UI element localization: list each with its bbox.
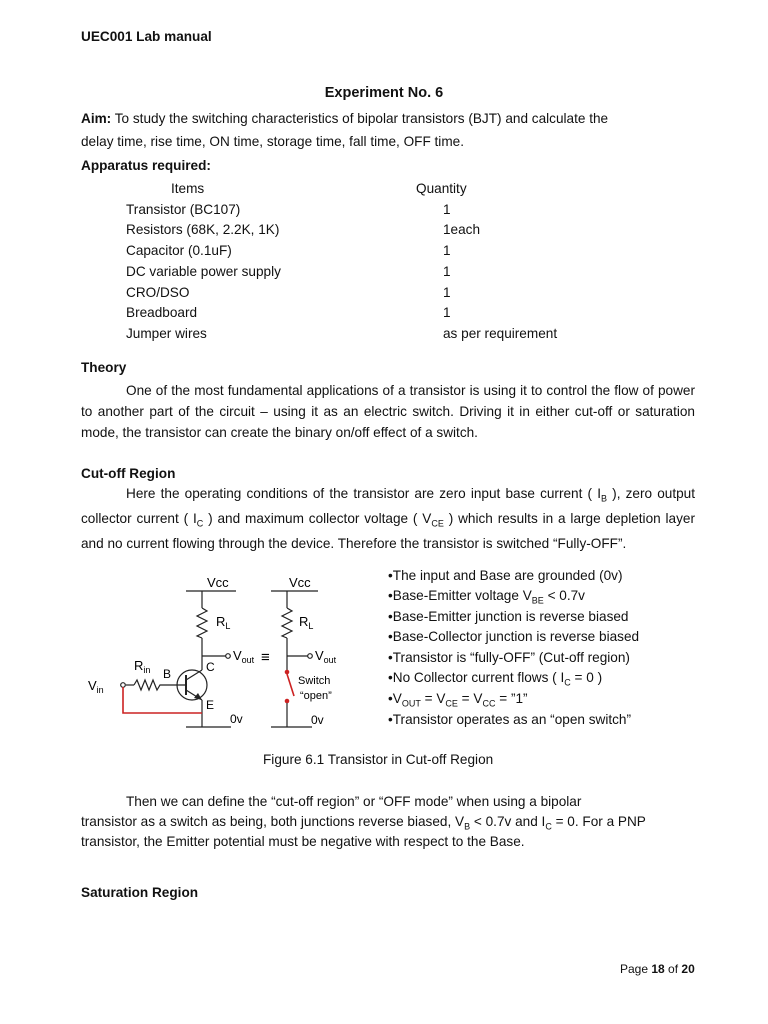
apparatus-item: Resistors (68K, 2.2K, 1K) xyxy=(126,222,280,237)
cutoff-definition-line-3: transistor, the Emitter potential must be negative with respect to the Base. xyxy=(81,834,525,849)
cutoff-bullet: •The input and Base are grounded (0v) xyxy=(388,568,623,583)
experiment-title: Experiment No. 6 xyxy=(324,85,444,101)
rin-label: $R_{in}$ xyxy=(134,658,151,675)
ground-label: 0v xyxy=(230,712,243,726)
apparatus-qty: as per requirement xyxy=(443,326,558,341)
cutoff-bullet: •Base-Emitter junction is reverse biased xyxy=(388,609,629,624)
open-switch xyxy=(287,674,294,696)
page-number: Page 18 of 20 xyxy=(620,962,695,976)
vcc-label: Vcc xyxy=(207,575,229,590)
figure-caption: Figure 6.1 Transistor in Cut-off Region xyxy=(263,752,494,767)
apparatus-qty: 1 xyxy=(443,202,451,217)
apparatus-item: Jumper wires xyxy=(126,326,207,341)
cutoff-bullet: •Transistor is “fully-OFF” (Cut-off region) xyxy=(388,650,630,665)
aim-label: Aim: xyxy=(81,111,112,126)
aim-line-1: Aim: To study the switching characteristics of bipolar transistors (BJT) and calculate the xyxy=(81,111,609,126)
cutoff-bullet: $•V_{OUT} = V_{CE} = V_{CC}$ = ”1” xyxy=(388,691,528,709)
collector-label: C xyxy=(206,660,215,674)
equivalence-sign: ≡ xyxy=(261,649,270,666)
apparatus-qty: 1 xyxy=(443,305,451,320)
switch-contact xyxy=(285,699,290,704)
cutoff-bullet: •No Collector current flows ( $I_C = 0$ ) xyxy=(388,670,603,688)
switch-open-label: “open” xyxy=(300,690,332,702)
cutoff-bullet: •Base-Emitter voltage $V_{BE} < 0.7v$ xyxy=(388,588,585,606)
cutoff-circuit-diagram xyxy=(86,570,346,740)
vin-label: $V_{in}$ xyxy=(88,678,104,695)
apparatus-qty: 1 xyxy=(443,264,451,279)
apparatus-col-items: Items xyxy=(171,181,205,196)
page-header: UEC001 Lab manual xyxy=(81,29,212,44)
apparatus-qty: 1 xyxy=(443,243,451,258)
apparatus-item: Transistor (BC107) xyxy=(126,202,241,217)
aim-line-2: delay time, rise time, ON time, storage time, fall time, OFF time. xyxy=(81,134,464,149)
apparatus-col-qty: Quantity xyxy=(416,181,467,196)
switch-label: Switch xyxy=(298,675,331,687)
switch-contact xyxy=(285,670,290,675)
apparatus-item: CRO/DSO xyxy=(126,285,190,300)
saturation-heading: Saturation Region xyxy=(81,885,199,900)
rl-label: $R_L$ xyxy=(299,614,314,631)
vout-label: $V_{out}$ xyxy=(315,648,337,665)
apparatus-heading: Apparatus required: xyxy=(81,158,211,173)
apparatus-qty: 1each xyxy=(443,222,481,237)
cutoff-bullet: •Base-Collector junction is reverse biased xyxy=(388,629,640,644)
cutoff-definition-line-2: transistor as a switch as being, both junctions reverse biased, $V_B < 0.7v$ and $I_C = 0$. For a PNP xyxy=(81,814,646,832)
cutoff-bullet: •Transistor operates as an “open switch” xyxy=(388,712,632,727)
cutoff-paragraph: Here the operating conditions of the transistor are zero input base current ( $I_B$ ), zero output collector current ( $I_C$ ) and maximum collector voltage ( $V_{CE}$ ) which results in a large depletion layer and no current flowing through the device. Therefore the transistor is switched “Fully-OFF”. xyxy=(81,486,696,552)
emitter-label: E xyxy=(206,698,215,712)
apparatus-item: Capacitor (0.1uF) xyxy=(126,243,232,258)
cutoff-heading: Cut-off Region xyxy=(81,466,176,481)
theory-heading: Theory xyxy=(81,360,127,375)
apparatus-item: Breadboard xyxy=(126,305,198,320)
load-resistor-rl xyxy=(282,608,292,638)
cutoff-definition-line-1: Then we can define the “cut-off region” or “OFF mode” when using a bipolar xyxy=(126,794,582,809)
base-label: B xyxy=(163,667,172,681)
vout-label: $V_{out}$ xyxy=(233,648,255,665)
load-resistor-rl xyxy=(197,608,207,638)
vcc-label: Vcc xyxy=(289,575,311,590)
rl-label: $R_L$ xyxy=(216,614,231,631)
theory-paragraph: One of the most fundamental applications of a transistor is using it to control the flow of power to another part of the circuit – using it as an electric switch. Driving it in either cut-off or saturation mode, the transistor can create the binary on/off effect of a switch. xyxy=(81,383,695,440)
ground-label: 0v xyxy=(311,713,324,727)
apparatus-qty: 1 xyxy=(443,285,451,300)
base-resistor-rin xyxy=(134,680,164,690)
apparatus-item: DC variable power supply xyxy=(126,264,281,279)
